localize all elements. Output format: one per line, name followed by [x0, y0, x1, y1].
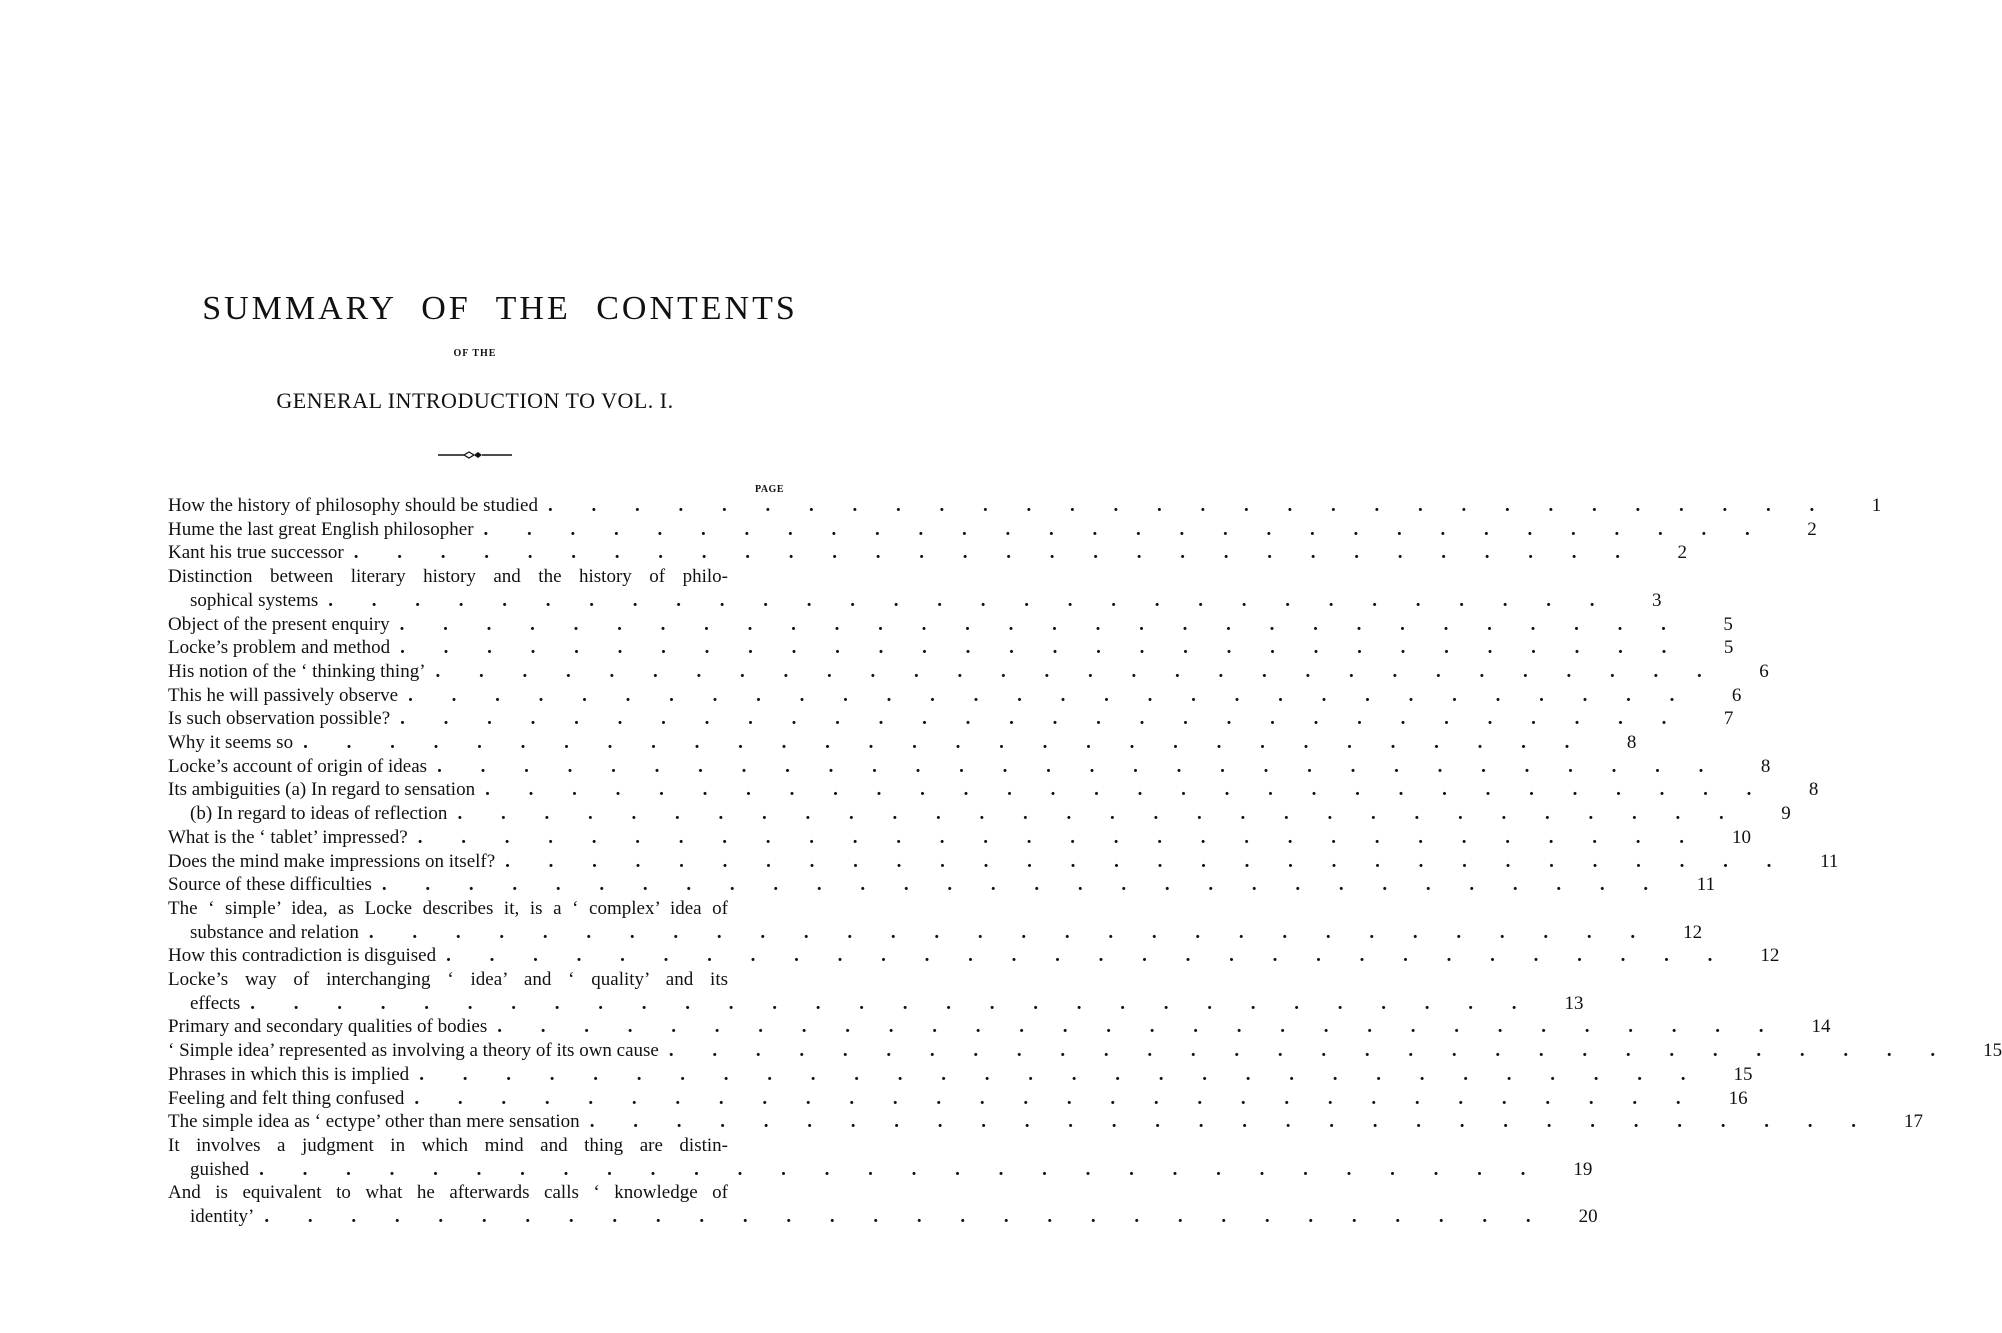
toc-entry-page-number: 9 — [1781, 803, 1791, 825]
dot-leader: . . . . . . . . . . . . . . . . . . . . . . . . . . . . . . — [264, 1206, 1548, 1228]
toc-entry — [168, 1015, 1831, 1039]
toc-entry — [168, 755, 1771, 779]
toc-entry-row — [168, 613, 1733, 637]
toc-entry — [168, 494, 1882, 518]
toc-entry — [168, 1110, 1923, 1134]
toc-entry-text: (b) In regard to ideas of reflection — [190, 803, 448, 825]
toc-entry-page-number: 12 — [1760, 945, 1780, 967]
toc-entry-row — [168, 1039, 2002, 1063]
toc-entry-text: The simple idea as ‘ ectype’ other than mere sensation — [168, 1111, 580, 1133]
dot-leader: . . . . . . . . . . . . . . . . . . . . . . . . . . . . . . — [668, 1040, 1953, 1062]
toc-entry-text: Feeling and felt thing confused — [168, 1087, 405, 1109]
toc-entry-text: This he will passively observe — [168, 684, 399, 706]
toc-entry-page-number: 2 — [1807, 518, 1817, 540]
toc-entry-text-first-line: The ‘ simple’ idea, as Locke describes it, is a ‘ complex’ idea of — [168, 897, 728, 919]
dot-leader: . . . . . . . . . . . . . . . . . . . . . . . . . . . . . . — [417, 826, 1701, 848]
dot-leader: . . . . . . . . . . . . . . . . . . . . . . . . . . . . . . — [505, 850, 1789, 872]
dot-leader: . . . . . . . . . . . . . . . . . . . . . . . . . . . . . . — [414, 1087, 1698, 1109]
dot-leader: . . . . . . . . . . . . . . . . . . . . . . . . . . . . . . — [368, 921, 1653, 943]
toc-entry-text: Locke’s account of origin of ideas — [168, 755, 428, 777]
toc-entry — [168, 731, 1637, 755]
toc-entry — [168, 826, 1751, 850]
toc-entry-row — [168, 1015, 1831, 1039]
dot-leader: . . . . . . . . . . . . . . . . . . . . . . . . . . . . . . — [435, 660, 1719, 682]
toc-entry-page-number: 15 — [1983, 1040, 2002, 1062]
toc-entry-text: Is such observation possible? — [168, 708, 391, 730]
toc-entry-row — [168, 992, 1584, 1016]
dot-leader: . . . . . . . . . . . . . . . . . . . . . . . . . . . . . . — [437, 755, 1721, 777]
toc-entry-page-number: 11 — [1696, 874, 1716, 896]
toc-entry — [168, 1063, 1753, 1087]
toc-entry-row — [168, 518, 1817, 542]
toc-entry-row — [168, 707, 1734, 731]
toc-entry-text: Locke’s problem and method — [168, 637, 391, 659]
toc-entry-page-number: 15 — [1733, 1063, 1753, 1085]
toc-entry — [168, 1134, 1593, 1181]
toc-entry-row — [168, 1110, 1923, 1134]
toc-entry-text: His notion of the ‘ thinking thing’ — [168, 660, 426, 682]
toc-entry-row — [168, 1205, 1598, 1229]
dot-leader: . . . . . . . . . . . . . . . . . . . . . . . . . . . . . . — [485, 779, 1769, 801]
section-heading: GENERAL INTRODUCTION TO VOL. I. — [276, 388, 674, 413]
toc-entry-page-number: 5 — [1723, 613, 1733, 635]
toc-entry-text: guished — [190, 1158, 250, 1180]
toc-entry-row — [168, 921, 1703, 945]
dot-leader: . . . . . . . . . . . . . . . . . . . . . . . . . . . . . . — [400, 637, 1684, 659]
toc-entry-row — [168, 873, 1716, 897]
toc-entry — [168, 613, 1733, 637]
toc-entry-text: substance and relation — [190, 921, 359, 943]
dot-leader: . . . . . . . . . . . . . . . . . . . . . . . . . . . . . . — [250, 992, 1534, 1014]
toc-entry — [168, 541, 1687, 565]
toc-entry-row — [168, 1063, 1753, 1087]
dot-leader: . . . . . . . . . . . . . . . . . . . . . . . . . . . . . . — [353, 542, 1637, 564]
toc-entry-text: Primary and secondary qualities of bodies — [168, 1016, 488, 1038]
dot-leader: . . . . . . . . . . . . . . . . . . . . . . . . . . . . . . — [399, 613, 1683, 635]
toc-entry-page-number: 8 — [1760, 755, 1771, 777]
toc-entry-row — [168, 1158, 1593, 1182]
toc-entry-text: Does the mind make impressions on itself? — [168, 850, 496, 872]
toc-entry-row — [168, 1087, 1748, 1111]
toc-entry-row — [168, 731, 1637, 755]
toc-entry-page-number: 8 — [1808, 779, 1819, 801]
toc-entry — [168, 565, 1662, 612]
toc-entry-page-number: 14 — [1811, 1016, 1831, 1038]
toc-entry-page-number: 1 — [1871, 495, 1882, 516]
toc-entry — [168, 1181, 1598, 1228]
toc-entry-text: How the history of philosophy should be studied — [168, 495, 538, 516]
dot-leader: . . . . . . . . . . . . . . . . . . . . . . . . . . . . . . — [303, 732, 1587, 754]
dot-leader: . . . . . . . . . . . . . . . . . . . . . . . . . . . . . . — [547, 495, 1832, 516]
page-column-header: PAGE — [754, 484, 784, 495]
toc-entry-page-number: 12 — [1683, 921, 1703, 943]
dot-leader: . . . . . . . . . . . . . . . . . . . . . . . . . . . . . . — [497, 1016, 1781, 1038]
toc-entry — [168, 636, 1734, 660]
ornament-divider-icon — [438, 449, 512, 461]
toc-entry-text: Object of the present enquiry — [168, 613, 390, 635]
dot-leader: . . . . . . . . . . . . . . . . . . . . . . . . . . . . . . — [446, 945, 1730, 967]
dot-leader: . . . . . . . . . . . . . . . . . . . . . . . . . . . . . . — [381, 874, 1666, 896]
toc-entry-page-number: 6 — [1759, 660, 1769, 682]
toc-entry-row — [168, 541, 1687, 565]
toc-entry — [168, 968, 1584, 1015]
toc-entry-text: ‘ Simple idea’ represented as involving a theory of its own cause — [168, 1040, 659, 1062]
toc-entry-text: sophical systems — [190, 589, 319, 611]
dot-leader: . . . . . . . . . . . . . . . . . . . . . . . . . . . . . . — [408, 684, 1692, 706]
toc-entry-text: Hume the last great English philosopher — [168, 518, 474, 540]
dot-leader: . . . . . . . . . . . . . . . . . . . . . . . . . . . . . . — [589, 1111, 1873, 1133]
toc-entry — [168, 802, 1791, 826]
toc-entry — [168, 660, 1769, 684]
toc-entry-row — [168, 802, 1791, 826]
toc-entry-text: What is the ‘ tablet’ impressed? — [168, 826, 408, 848]
toc-entry-text-first-line: Locke’s way of interchanging ‘ idea’ and ‘ quality’ and its — [168, 969, 728, 991]
dot-leader: . . . . . . . . . . . . . . . . . . . . . . . . . . . . . . — [400, 708, 1684, 730]
toc-entry — [168, 684, 1742, 708]
toc-entry — [168, 850, 1839, 874]
toc-entry-row — [168, 850, 1839, 874]
dot-leader: . . . . . . . . . . . . . . . . . . . . . . . . . . . . . . — [419, 1063, 1703, 1085]
dot-leader: . . . . . . . . . . . . . . . . . . . . . . . . . . . . . . — [483, 518, 1767, 540]
dot-leader: . . . . . . . . . . . . . . . . . . . . . . . . . . . . . . — [328, 589, 1612, 611]
toc-entry-page-number: 11 — [1820, 850, 1839, 872]
toc-entry-page-number: 3 — [1652, 589, 1662, 611]
toc-entry-row — [168, 826, 1751, 850]
toc-entry-page-number: 8 — [1626, 732, 1637, 754]
toc-entry-row — [168, 684, 1742, 708]
toc-entry-row — [168, 778, 1819, 802]
toc-entry — [168, 778, 1819, 802]
toc-entry — [168, 897, 1703, 944]
toc-entry-row — [168, 589, 1662, 613]
toc-entry-page-number: 17 — [1903, 1111, 1923, 1133]
toc-entry-page-number: 13 — [1564, 992, 1584, 1014]
dot-leader: . . . . . . . . . . . . . . . . . . . . . . . . . . . . . . — [457, 803, 1741, 825]
toc-entry-text: Its ambiguities (a) In regard to sensation — [168, 779, 476, 801]
toc-entry-row — [168, 944, 1780, 968]
toc-entry-text: identity’ — [190, 1206, 255, 1228]
toc-entry-text-first-line: Distinction between literary history and the history of philo- — [168, 566, 728, 588]
toc-entry-text: Source of these difficulties — [168, 874, 372, 896]
toc-entry-page-number: 10 — [1731, 826, 1751, 848]
toc-entry — [168, 944, 1780, 968]
toc-entry-text-first-line: And is equivalent to what he afterwards calls ‘ knowledge of — [168, 1182, 728, 1204]
toc-entry-row — [168, 660, 1769, 684]
toc-entry — [168, 707, 1734, 731]
toc-entry-page-number: 6 — [1731, 684, 1742, 706]
toc-entry-text: effects — [190, 992, 241, 1014]
toc-entry-text-first-line: It involves a judgment in which mind and thing are distin- — [168, 1134, 728, 1156]
toc-entry — [168, 1087, 1748, 1111]
contents-list — [168, 494, 2002, 1229]
toc-entry-text: Phrases in which this is implied — [168, 1063, 410, 1085]
toc-entry-row — [168, 755, 1771, 779]
toc-entry-page-number: 5 — [1723, 637, 1734, 659]
toc-entry — [168, 518, 1817, 542]
toc-entry-page-number: 19 — [1573, 1158, 1593, 1180]
toc-entry-text: Kant his true successor — [168, 542, 344, 564]
toc-entry-page-number: 7 — [1723, 708, 1734, 730]
dot-leader: . . . . . . . . . . . . . . . . . . . . . . . . . . . . . . — [259, 1158, 1543, 1180]
toc-entry-row — [168, 636, 1734, 660]
subtitle: OF THE — [453, 348, 497, 359]
page-title: SUMMARY OF THE CONTENTS — [202, 290, 798, 327]
toc-entry — [168, 873, 1716, 897]
toc-entry — [168, 1039, 2002, 1063]
toc-entry-row — [168, 494, 1882, 518]
toc-entry-page-number: 2 — [1677, 542, 1687, 564]
toc-entry-page-number: 16 — [1728, 1087, 1748, 1109]
toc-entry-text: Why it seems so — [168, 732, 294, 754]
toc-entry-page-number: 20 — [1578, 1206, 1598, 1228]
toc-entry-text: How this contradiction is disguised — [168, 945, 437, 967]
